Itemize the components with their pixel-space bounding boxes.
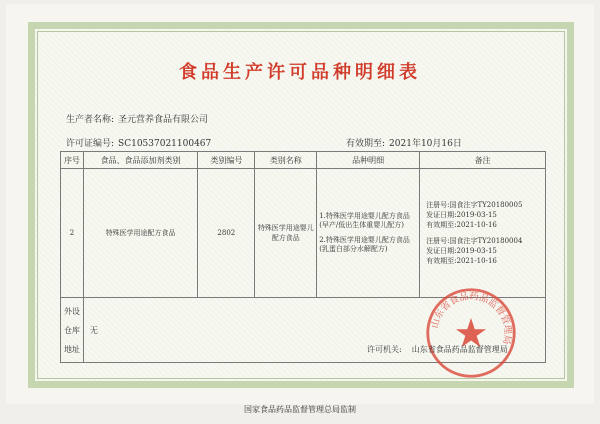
external-warehouse-label: 外设仓库地址: [61, 298, 84, 363]
validity-label: 有效期至:: [346, 139, 386, 149]
external-warehouse-value: 无: [83, 298, 545, 363]
cell-category: 特殊医学用途配方食品: [83, 169, 197, 298]
note-expire-date: 有效期至:2021-10-16: [426, 221, 497, 229]
validity-value: 2021年10月16日: [389, 139, 462, 149]
validity-line: [346, 136, 462, 149]
svg-text:山东省食品药品监督管理局: 山东省食品药品监督管理局: [429, 290, 514, 346]
header-note: 备注: [420, 152, 546, 169]
issuer-label: 许可机关:: [367, 345, 402, 354]
producer-line: [66, 112, 208, 125]
license-line: [66, 136, 211, 149]
cell-type-name: 特殊医学用途婴儿配方食品: [255, 169, 317, 298]
detail-item: 2.特殊医学用途婴儿配方食品(乳蛋白部分水解配方): [319, 236, 410, 253]
header-no: 序号: [61, 152, 84, 169]
note-reg: 注册号:国食注字TY20180004: [426, 237, 523, 245]
note-issue-date: 发证日期:2019-03-15: [426, 211, 497, 219]
page-title: 食品生产许可品种明细表: [179, 62, 421, 83]
note-issue-date: 发证日期:2019-03-15: [426, 247, 497, 255]
cell-code: 2802: [198, 169, 255, 298]
note-expire-date: 有效期至:2021-10-16: [426, 257, 497, 265]
table-row: [61, 169, 546, 298]
note-reg: 注册号:国食注字TY20180005: [426, 201, 523, 209]
cell-no: 2: [61, 169, 84, 298]
header-type-name: 类别名称: [255, 152, 317, 169]
license-label: 许可证编号:: [66, 139, 115, 149]
producer-value: 圣元营养食品有限公司: [118, 115, 209, 125]
producer-label: 生产者名称:: [66, 115, 115, 125]
table-header-row: [61, 152, 546, 169]
license-value: SC10537021100467: [118, 139, 212, 149]
header-code: 类别编号: [198, 152, 255, 169]
footer-note: 国家食品药品监督管理总局监制: [244, 405, 356, 414]
cell-note: [420, 169, 546, 298]
detail-item: 1.特殊医学用途婴儿配方食品(早产/低出生体重婴儿配方): [319, 212, 410, 229]
cell-detail: [317, 169, 420, 298]
header-detail: 品种明细: [317, 152, 420, 169]
issuing-authority: [367, 344, 518, 355]
issuer-name: 山东省食品药品监督管理局: [411, 345, 508, 354]
header-category: 食品、食品添加剂类别: [83, 152, 197, 169]
official-seal: [424, 286, 518, 380]
